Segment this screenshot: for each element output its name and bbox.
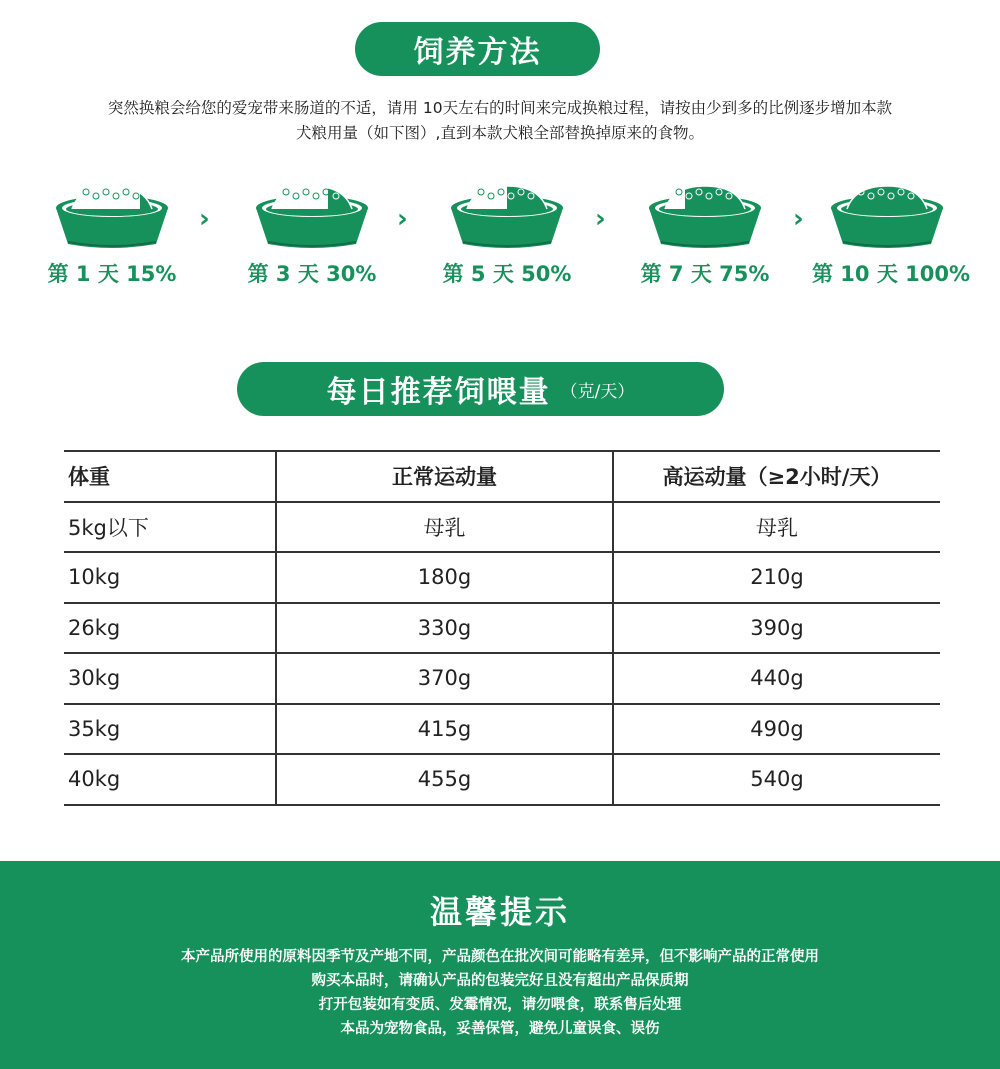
table-row xyxy=(64,552,940,603)
feeding-method-title xyxy=(355,22,600,76)
step-day-10 xyxy=(812,178,971,288)
cell-weight: 40kg xyxy=(64,754,276,805)
tips-lines xyxy=(0,945,1000,1041)
cell-high: 540g xyxy=(613,754,940,805)
step-day-3 xyxy=(237,178,387,288)
daily-feeding-unit: （克/天） xyxy=(560,381,635,402)
cell-high: 母乳 xyxy=(613,502,940,553)
cell-weight: 26kg xyxy=(64,603,276,654)
feeding-table xyxy=(64,450,940,806)
cell-weight: 5kg以下 xyxy=(64,502,276,553)
step-label: 第 10 天 100% xyxy=(812,262,971,286)
table-header-row xyxy=(64,451,940,502)
header-normal-activity: 正常运动量 xyxy=(276,451,613,502)
table-row xyxy=(64,653,940,704)
step-day-5 xyxy=(432,178,582,288)
bowl-icon xyxy=(825,178,949,250)
cell-weight: 10kg xyxy=(64,552,276,603)
cell-high: 440g xyxy=(613,653,940,704)
transition-steps xyxy=(0,178,1000,288)
table-row xyxy=(64,502,940,553)
cell-normal: 370g xyxy=(276,653,613,704)
cell-weight: 30kg xyxy=(64,653,276,704)
cell-high: 490g xyxy=(613,704,940,755)
intro-line-1: 突然换粮会给您的爱宠带来肠道的不适，请用 10天左右的时间来完成换粮过程，请按由少到多的比例逐步增加本款 xyxy=(107,99,893,117)
tips-title: 温馨提示 xyxy=(429,893,570,931)
header-high-activity: 高运动量（≥2小时/天） xyxy=(613,451,940,502)
step-label: 第 3 天 30% xyxy=(247,262,377,286)
bowl-icon xyxy=(250,178,374,250)
tip-line: 本品为宠物食品，妥善保管，避免儿童误食、误伤 xyxy=(340,1021,660,1037)
bowl-icon xyxy=(643,178,767,250)
cell-high: 210g xyxy=(613,552,940,603)
daily-feeding-title xyxy=(237,362,724,416)
bowl-icon xyxy=(445,178,569,250)
step-day-7 xyxy=(630,178,780,288)
step-label: 第 1 天 15% xyxy=(47,262,177,286)
arrow-icon: › xyxy=(199,204,210,234)
cell-normal: 415g xyxy=(276,704,613,755)
table-row xyxy=(64,754,940,805)
cell-normal: 母乳 xyxy=(276,502,613,553)
cell-normal: 330g xyxy=(276,603,613,654)
tip-line: 购买本品时，请确认产品的包装完好且没有超出产品保质期 xyxy=(311,973,689,989)
header-weight: 体重 xyxy=(64,451,276,502)
step-day-1 xyxy=(37,178,187,288)
arrow-icon: › xyxy=(595,204,606,234)
step-label: 第 7 天 75% xyxy=(640,262,770,286)
bowl-icon xyxy=(50,178,174,250)
cell-normal: 455g xyxy=(276,754,613,805)
arrow-icon: › xyxy=(397,204,408,234)
feeding-intro xyxy=(40,96,960,146)
intro-line-2: 犬粮用量（如下图）,直到本款犬粮全部替换掉原来的食物。 xyxy=(296,124,704,142)
table-row xyxy=(64,704,940,755)
cell-high: 390g xyxy=(613,603,940,654)
tip-line: 本产品所使用的原料因季节及产地不同，产品颜色在批次间可能略有差异，但不影响产品的正常使用 xyxy=(181,949,819,965)
tip-line: 打开包装如有变质、发霉情况，请勿喂食，联系售后处理 xyxy=(318,997,682,1013)
cell-normal: 180g xyxy=(276,552,613,603)
cell-weight: 35kg xyxy=(64,704,276,755)
tips-footer xyxy=(0,861,1000,1069)
daily-feeding-title-text: 每日推荐饲喂量 xyxy=(326,375,551,410)
arrow-icon: › xyxy=(793,204,804,234)
table-row xyxy=(64,603,940,654)
feeding-method-title-text: 饲养方法 xyxy=(413,35,542,70)
step-label: 第 5 天 50% xyxy=(442,262,572,286)
